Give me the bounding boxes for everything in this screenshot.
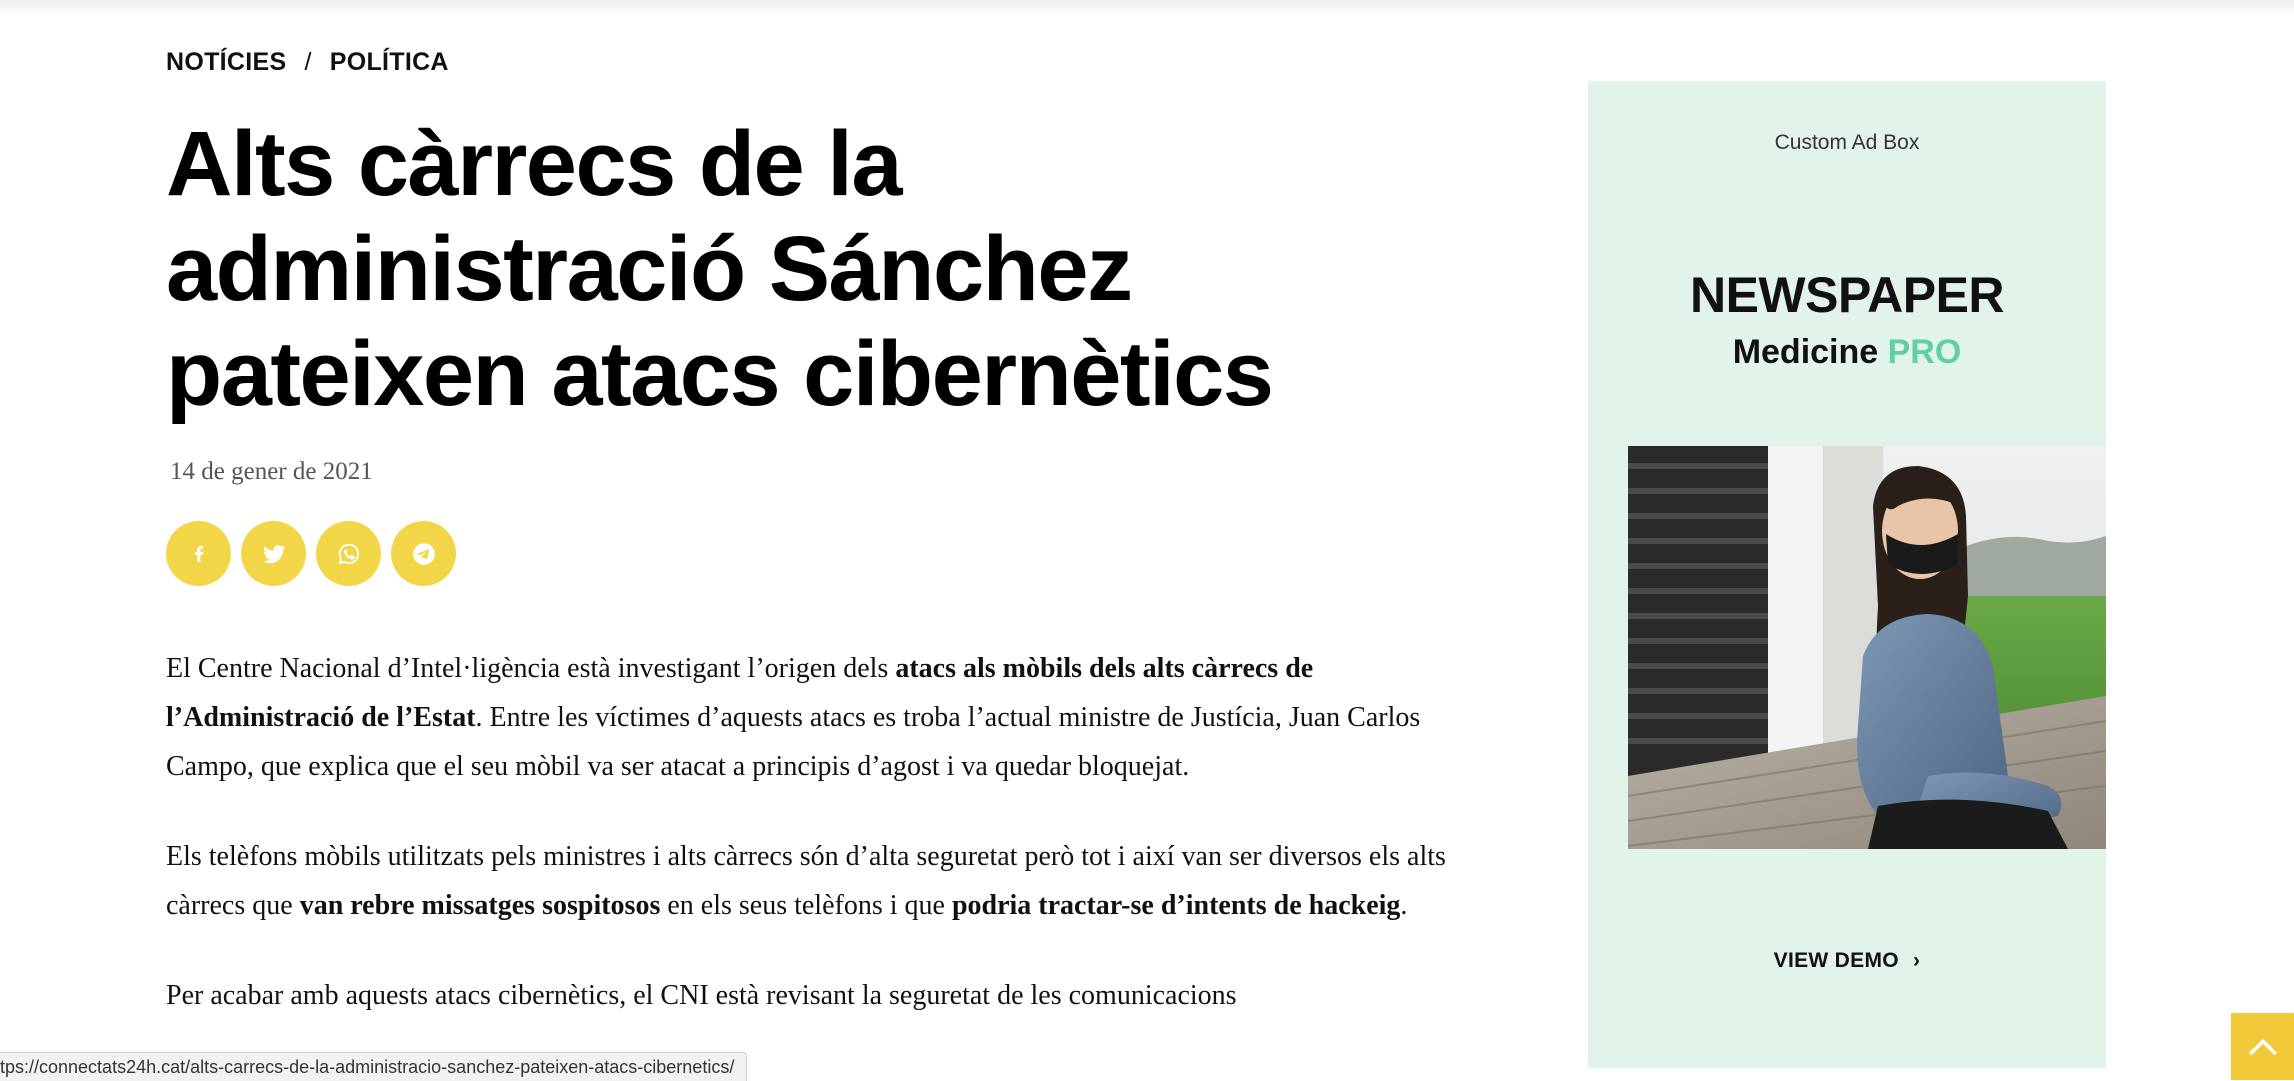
chevron-right-icon: › bbox=[1913, 949, 1921, 972]
breadcrumb-item-politica[interactable]: POLÍTICA bbox=[329, 48, 449, 76]
bold-text-run: van rebre missatges sospitosos bbox=[299, 890, 661, 921]
text-run: Els telèfons mòbils utilitzats pels ministres i alts càrrecs són d’alta seguretat però tot i així van ser diversos els alts càrrecs que bbox=[166, 841, 1446, 921]
text-run: . bbox=[1400, 890, 1408, 921]
ad-view-demo-label: VIEW DEMO bbox=[1773, 949, 1899, 972]
ad-image-woman-with-mask bbox=[1628, 446, 2106, 849]
share-twitter-button[interactable] bbox=[241, 521, 306, 586]
article-date: 14 de gener de 2021 bbox=[170, 458, 373, 485]
status-bar-url: tps://connectats24h.cat/alts-carrecs-de-la-administracio-sanchez-pateixen-atacs-cibernetics/ bbox=[0, 1052, 747, 1081]
article-paragraph-3 bbox=[166, 971, 1506, 1020]
share-whatsapp-button[interactable] bbox=[316, 521, 381, 586]
bold-text-run: atacs als mòbils dels alts càrrecs de l’Administració de l’Estat bbox=[166, 653, 1314, 733]
breadcrumb-separator: / bbox=[304, 48, 312, 76]
share-telegram-button[interactable] bbox=[391, 521, 456, 586]
whatsapp-icon bbox=[336, 541, 362, 567]
breadcrumb bbox=[166, 48, 449, 77]
ad-subtitle-main: Medicine bbox=[1732, 333, 1879, 371]
facebook-icon bbox=[186, 541, 212, 567]
ad-subtitle bbox=[1588, 333, 2106, 372]
article-body bbox=[166, 644, 1506, 1061]
ad-subtitle-accent: PRO bbox=[1887, 333, 1962, 371]
chevron-up-icon bbox=[2246, 1030, 2280, 1064]
bold-text-run: podria tractar-se d’intents de hackeig bbox=[951, 890, 1401, 921]
ad-label: Custom Ad Box bbox=[1774, 131, 1920, 154]
text-run: Per acabar amb aquests atacs cibernètics, el CNI està revisant la seguretat de les comunicacions bbox=[166, 980, 1237, 1011]
ad-view-demo-link[interactable] bbox=[1588, 949, 2106, 973]
article-paragraph-1 bbox=[166, 644, 1506, 791]
scroll-to-top-button[interactable] bbox=[2231, 1013, 2294, 1080]
breadcrumb-item-noticies[interactable]: NOTÍCIES bbox=[166, 48, 287, 76]
text-run: El Centre Nacional d’Intel·ligència està investigant l’origen dels bbox=[166, 653, 896, 684]
ad-brand-title: NEWSPAPER bbox=[1689, 267, 2005, 323]
custom-ad-box[interactable] bbox=[1588, 81, 2106, 1068]
share-facebook-button[interactable] bbox=[166, 521, 231, 586]
top-shadow bbox=[0, 0, 2294, 14]
share-buttons bbox=[166, 521, 456, 586]
article-title: Alts càrrecs de la administració Sánchez pateixen atacs cibernètics bbox=[166, 113, 1273, 425]
article-paragraph-2 bbox=[166, 832, 1506, 930]
telegram-icon bbox=[411, 541, 437, 567]
text-run: . Entre les víctimes d’aquests atacs es troba l’actual ministre de Justícia, Juan Carlos Campo, que explica que el seu mòbil va ser atacat a principis d’agost i va quedar bloquejat. bbox=[166, 702, 1421, 782]
twitter-icon bbox=[261, 541, 287, 567]
text-run: en els seus telèfons i que bbox=[660, 890, 952, 921]
